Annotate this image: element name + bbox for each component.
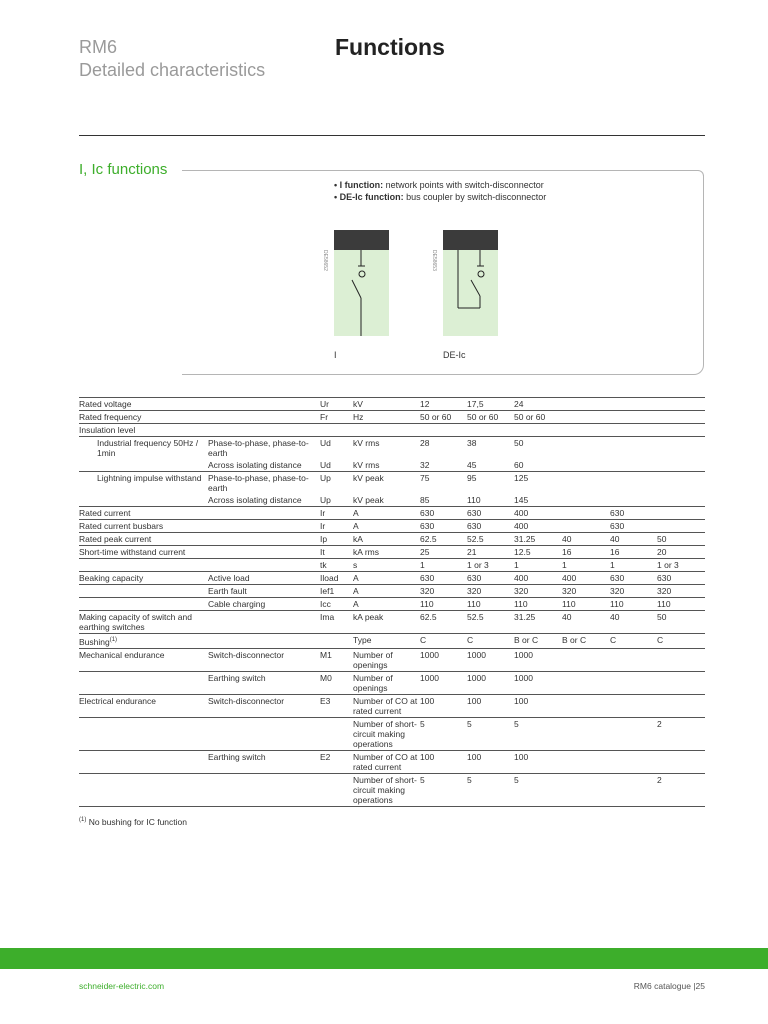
param-condition: Phase-to-phase, phase-to-earth [208, 438, 309, 458]
value-cell: 2 [657, 773, 705, 806]
value-cell: C [420, 634, 467, 649]
param-unit: Number of openings [353, 648, 420, 671]
value-cell: 400 [514, 507, 562, 520]
param-unit: kV peak [353, 494, 420, 507]
value-cell: 52.5 [467, 611, 514, 634]
value-cell: 400 [514, 572, 562, 585]
value-cell: 630 [420, 520, 467, 533]
footer-band [0, 948, 768, 969]
indent-cell [79, 437, 97, 460]
value-cell: 21 [467, 546, 514, 559]
param-condition: Earthing switch [208, 750, 320, 773]
bullet-i-function: • I function: network points with switch-disconnector [334, 180, 544, 190]
param-name-text: Mechanical endurance [79, 649, 165, 660]
value-cell: 50 [514, 438, 524, 448]
table-row [79, 411, 705, 424]
value-cell: 630 [467, 507, 514, 520]
value-cell: 45 [467, 459, 514, 472]
value-cell [562, 648, 610, 671]
footer-website-link[interactable]: schneider-electric.com [79, 981, 165, 991]
param-unit: kA peak [353, 611, 420, 634]
param-unit: A [353, 585, 420, 598]
table-row [79, 634, 705, 649]
value-cell: 31.25 [514, 533, 562, 546]
param-name [97, 459, 208, 472]
param-condition: Phase-to-phase, phase-to-earth [208, 473, 309, 493]
value-cell: 110 [562, 598, 610, 611]
value-cell [657, 648, 705, 671]
value-cell [610, 773, 657, 806]
value-cell: 110 [657, 598, 705, 611]
param-condition: Earth fault [208, 585, 320, 598]
value-cell: B or C [562, 634, 610, 649]
param-symbol: M0 [320, 671, 353, 694]
param-symbol: M1 [320, 648, 353, 671]
table-row [79, 398, 705, 411]
value-cell [657, 459, 705, 472]
footnote: $^{(1)}$ No bushing for IC function [79, 817, 187, 827]
value-cell [562, 507, 610, 520]
param-name [79, 572, 208, 585]
param-symbol: Ip [320, 533, 353, 546]
value-cell: 32 [420, 459, 467, 472]
param-name-text: Rated peak current [79, 534, 152, 544]
param-symbol [320, 773, 353, 806]
value-cell: 320 [657, 585, 705, 598]
param-unit: Number of short-circuit making operations [353, 773, 420, 806]
param-name [79, 598, 208, 611]
param-name [79, 717, 208, 750]
param-unit: s [353, 559, 420, 572]
table-row [79, 648, 705, 671]
diagram-deic [443, 230, 498, 336]
param-name [79, 694, 208, 717]
param-symbol: E2 [320, 750, 353, 773]
table-row [79, 424, 705, 437]
value-cell: 62.5 [420, 611, 467, 634]
value-cell: 50 or 60 [467, 411, 514, 424]
value-cell: 100 [420, 694, 467, 717]
page-title: Functions [335, 34, 445, 60]
value-cell [657, 472, 705, 495]
value-cell [657, 437, 705, 460]
value-cell: 630 [420, 572, 467, 585]
value-cell: 5 [467, 717, 514, 750]
indent-cell [79, 472, 97, 495]
param-name [79, 559, 208, 572]
param-unit: Number of CO at rated current [353, 694, 420, 717]
value-cell [610, 671, 657, 694]
value-cell: 50 [657, 611, 705, 634]
value-cell [657, 398, 705, 411]
param-condition: Across isolating distance [208, 459, 320, 472]
param-name-text: Electrical endurance [79, 695, 157, 706]
param-condition: Active load [208, 572, 320, 585]
value-cell [562, 694, 610, 717]
value-cell: 145 [514, 494, 562, 507]
table-row [79, 546, 705, 559]
param-condition [208, 507, 320, 520]
value-cell: 31.25 [514, 611, 562, 634]
param-condition [208, 559, 320, 572]
value-cell: 1000 [514, 671, 562, 694]
param-symbol: E3 [320, 694, 353, 717]
param-name [79, 773, 208, 806]
diagram-busbar [443, 230, 498, 250]
param-unit: kA rms [353, 546, 420, 559]
value-cell [657, 507, 705, 520]
table-row [79, 507, 705, 520]
param-name-text: Rated voltage [79, 399, 132, 409]
value-cell: 95 [467, 473, 477, 483]
value-cell: 40 [610, 611, 657, 634]
table-row [79, 494, 705, 507]
value-cell: 75 [420, 473, 430, 483]
value-cell: 100 [467, 750, 514, 773]
value-cell: 2 [657, 717, 705, 750]
header-left [79, 36, 265, 82]
param-unit: kV rms [353, 438, 380, 448]
value-cell [562, 398, 610, 411]
table-row [79, 572, 705, 585]
param-condition [208, 533, 320, 546]
param-unit: A [353, 598, 420, 611]
table-row [79, 750, 705, 773]
value-cell [610, 472, 657, 495]
param-symbol [320, 717, 353, 750]
param-name-text: Short-time withstand current [79, 547, 186, 557]
value-cell: 1 or 3 [467, 559, 514, 572]
param-symbol: Ir [320, 520, 353, 533]
function-bullets [334, 179, 546, 203]
value-cell [562, 472, 610, 495]
value-cell: C [657, 634, 705, 649]
value-cell [610, 494, 657, 507]
footer-page-number: RM6 catalogue |25 [633, 981, 705, 991]
value-cell: 100 [467, 694, 514, 717]
table-row [79, 459, 705, 472]
table-row [79, 520, 705, 533]
param-name [79, 411, 208, 424]
value-cell [610, 750, 657, 773]
bus-coupler-symbol [443, 250, 498, 336]
param-name: Lightning impulse withstand [97, 473, 202, 483]
value-cell: 12.5 [514, 546, 562, 559]
value-cell: 100 [514, 750, 562, 773]
param-unit: Number of short-circuit making operations [353, 717, 420, 750]
table-row [79, 694, 705, 717]
value-cell: 62.5 [420, 533, 467, 546]
value-cell: 52.5 [467, 533, 514, 546]
param-condition: Cable charging [208, 598, 320, 611]
value-cell: 320 [420, 585, 467, 598]
value-cell: 1 [514, 559, 562, 572]
param-unit: kV rms [353, 459, 420, 472]
value-cell [562, 459, 610, 472]
value-cell [657, 750, 705, 773]
param-condition [208, 773, 320, 806]
value-cell [610, 459, 657, 472]
param-symbol: Ur [320, 398, 353, 411]
table-row [79, 671, 705, 694]
value-cell: 320 [514, 585, 562, 598]
value-cell: C [467, 634, 514, 649]
param-name-text: Rated current [79, 508, 131, 518]
param-condition [208, 411, 320, 424]
param-name [79, 507, 208, 520]
param-name-text: Bushing [79, 636, 110, 647]
characteristics-table [79, 397, 705, 807]
value-cell: 400 [514, 520, 562, 533]
param-unit: A [353, 520, 420, 533]
value-cell: 1 or 3 [657, 559, 705, 572]
param-symbol: Up [320, 494, 353, 507]
param-unit [353, 424, 420, 437]
value-cell [610, 398, 657, 411]
value-cell: 24 [514, 398, 562, 411]
value-cell: 100 [420, 750, 467, 773]
value-cell: 60 [514, 459, 562, 472]
value-cell [610, 411, 657, 424]
value-cell [610, 424, 657, 437]
table-row [79, 559, 705, 572]
value-cell: 630 [610, 507, 657, 520]
value-cell: B or C [514, 634, 562, 649]
value-cell [467, 424, 514, 437]
indent-cell [79, 494, 97, 507]
value-cell: 12 [420, 398, 467, 411]
value-cell [562, 671, 610, 694]
value-cell: 17,5 [467, 398, 514, 411]
param-symbol: tk [320, 559, 353, 572]
param-name-text: Insulation level [79, 425, 136, 435]
value-cell: 38 [467, 438, 477, 448]
param-unit: Type [353, 634, 420, 649]
table-row [79, 585, 705, 598]
param-name [79, 648, 208, 671]
value-cell: 5 [467, 773, 514, 806]
value-cell: 40 [562, 611, 610, 634]
footnote-ref: (1) [109, 637, 118, 643]
value-cell [562, 750, 610, 773]
param-symbol: Icc [320, 598, 353, 611]
value-cell: 630 [467, 520, 514, 533]
value-cell: 28 [420, 438, 430, 448]
param-unit: Number of openings [353, 671, 420, 694]
value-cell: 1000 [467, 648, 514, 671]
param-condition [208, 424, 320, 437]
value-cell: 110 [514, 598, 562, 611]
diagram-deic-label: DE-Ic [443, 350, 466, 360]
param-condition [208, 611, 320, 634]
value-cell [562, 437, 610, 460]
value-cell: 630 [657, 572, 705, 585]
value-cell [610, 717, 657, 750]
value-cell: 1000 [420, 671, 467, 694]
value-cell: 110 [420, 598, 467, 611]
switch-disconnector-symbol [334, 250, 389, 336]
param-name [79, 546, 208, 559]
param-name-text: Beaking capacity [79, 573, 144, 583]
param-unit: A [353, 507, 420, 520]
table-row [79, 437, 705, 460]
param-symbol: Up [320, 473, 331, 483]
value-cell: 16 [562, 546, 610, 559]
value-cell: 110 [467, 494, 514, 507]
value-cell: 5 [514, 717, 562, 750]
page-subtitle: Detailed characteristics [79, 60, 266, 80]
value-cell [562, 773, 610, 806]
param-condition: Switch-disconnector [208, 648, 320, 671]
param-symbol [320, 424, 353, 437]
value-cell: 1 [420, 559, 467, 572]
table-row [79, 598, 705, 611]
value-cell: 40 [562, 533, 610, 546]
param-name: Industrial frequency 50Hz / 1min [97, 438, 199, 458]
value-cell [657, 424, 705, 437]
value-cell: 50 or 60 [420, 411, 467, 424]
param-condition [208, 398, 320, 411]
value-cell: 630 [467, 572, 514, 585]
table-row [79, 533, 705, 546]
value-cell: 1000 [467, 671, 514, 694]
value-cell [657, 520, 705, 533]
value-cell: 5 [420, 717, 467, 750]
value-cell [562, 520, 610, 533]
value-cell [610, 437, 657, 460]
value-cell: 630 [420, 507, 467, 520]
param-symbol: Ief1 [320, 585, 353, 598]
param-name-text: Making capacity of switch and earthing switches [79, 612, 192, 632]
param-symbol: Ud [320, 438, 331, 448]
value-cell: 110 [610, 598, 657, 611]
value-cell: 630 [610, 572, 657, 585]
value-cell: 25 [420, 546, 467, 559]
value-cell [610, 648, 657, 671]
diagram-i-label: I [334, 350, 337, 360]
value-cell: 110 [467, 598, 514, 611]
param-condition: Earthing switch [208, 671, 320, 694]
param-condition: Across isolating distance [208, 494, 320, 507]
param-name [79, 398, 208, 411]
param-unit: A [353, 572, 420, 585]
param-name [79, 424, 208, 437]
param-symbol [320, 634, 353, 649]
value-cell [657, 411, 705, 424]
param-symbol: Iload [320, 572, 353, 585]
table-row [79, 611, 705, 634]
param-name [79, 585, 208, 598]
value-cell: 630 [610, 520, 657, 533]
value-cell: 320 [610, 585, 657, 598]
value-cell [562, 717, 610, 750]
param-name [79, 533, 208, 546]
value-cell: C [610, 634, 657, 649]
param-symbol: It [320, 546, 353, 559]
param-symbol: Ud [320, 459, 353, 472]
param-condition [208, 634, 320, 649]
param-name [79, 671, 208, 694]
value-cell [657, 694, 705, 717]
param-condition: Switch-disconnector [208, 694, 320, 717]
value-cell [562, 411, 610, 424]
table-row [79, 717, 705, 750]
param-condition [208, 546, 320, 559]
section-title: I, Ic functions [79, 161, 168, 178]
value-cell: 5 [420, 773, 467, 806]
value-cell: 1 [610, 559, 657, 572]
param-unit: kV [353, 398, 420, 411]
param-unit: kV peak [353, 473, 384, 483]
param-unit: kA [353, 533, 420, 546]
value-cell: 20 [657, 546, 705, 559]
param-name [79, 634, 208, 649]
param-unit: Hz [353, 411, 420, 424]
value-cell: 125 [514, 473, 529, 483]
param-name-text: Rated current busbars [79, 521, 164, 531]
param-unit: Number of CO at rated current [353, 750, 420, 773]
value-cell [610, 694, 657, 717]
diagram-i [334, 230, 389, 336]
value-cell: 40 [610, 533, 657, 546]
table-row [79, 773, 705, 806]
table-row [79, 472, 705, 495]
value-cell [562, 424, 610, 437]
value-cell: 50 or 60 [514, 411, 562, 424]
value-cell [657, 671, 705, 694]
param-condition [208, 717, 320, 750]
value-cell: 1000 [514, 648, 562, 671]
param-symbol: Ima [320, 611, 353, 634]
param-condition [208, 520, 320, 533]
param-symbol: Ir [320, 507, 353, 520]
param-name [79, 520, 208, 533]
value-cell [420, 424, 467, 437]
value-cell: 85 [420, 494, 467, 507]
header-divider [79, 135, 705, 136]
param-name [97, 494, 208, 507]
param-name-text: Rated frequency [79, 412, 142, 422]
value-cell: 320 [467, 585, 514, 598]
value-cell: 1 [562, 559, 610, 572]
param-name [79, 611, 208, 634]
diagram-busbar [334, 230, 389, 250]
value-cell [514, 424, 562, 437]
value-cell: 1000 [420, 648, 467, 671]
product-name: RM6 [79, 37, 118, 57]
bullet-deic-function: • DE-Ic function: bus coupler by switch-disconnector [334, 192, 547, 202]
value-cell: 50 [657, 533, 705, 546]
param-symbol: Fr [320, 411, 353, 424]
value-cell: 16 [610, 546, 657, 559]
value-cell [657, 494, 705, 507]
value-cell [562, 494, 610, 507]
diagram-i-code: DE58652 [322, 250, 328, 271]
value-cell: 320 [562, 585, 610, 598]
value-cell: 5 [514, 773, 562, 806]
diagram-deic-code: DE58653 [431, 250, 437, 271]
indent-cell [79, 459, 97, 472]
param-name [79, 750, 208, 773]
value-cell: 100 [514, 694, 562, 717]
value-cell: 400 [562, 572, 610, 585]
